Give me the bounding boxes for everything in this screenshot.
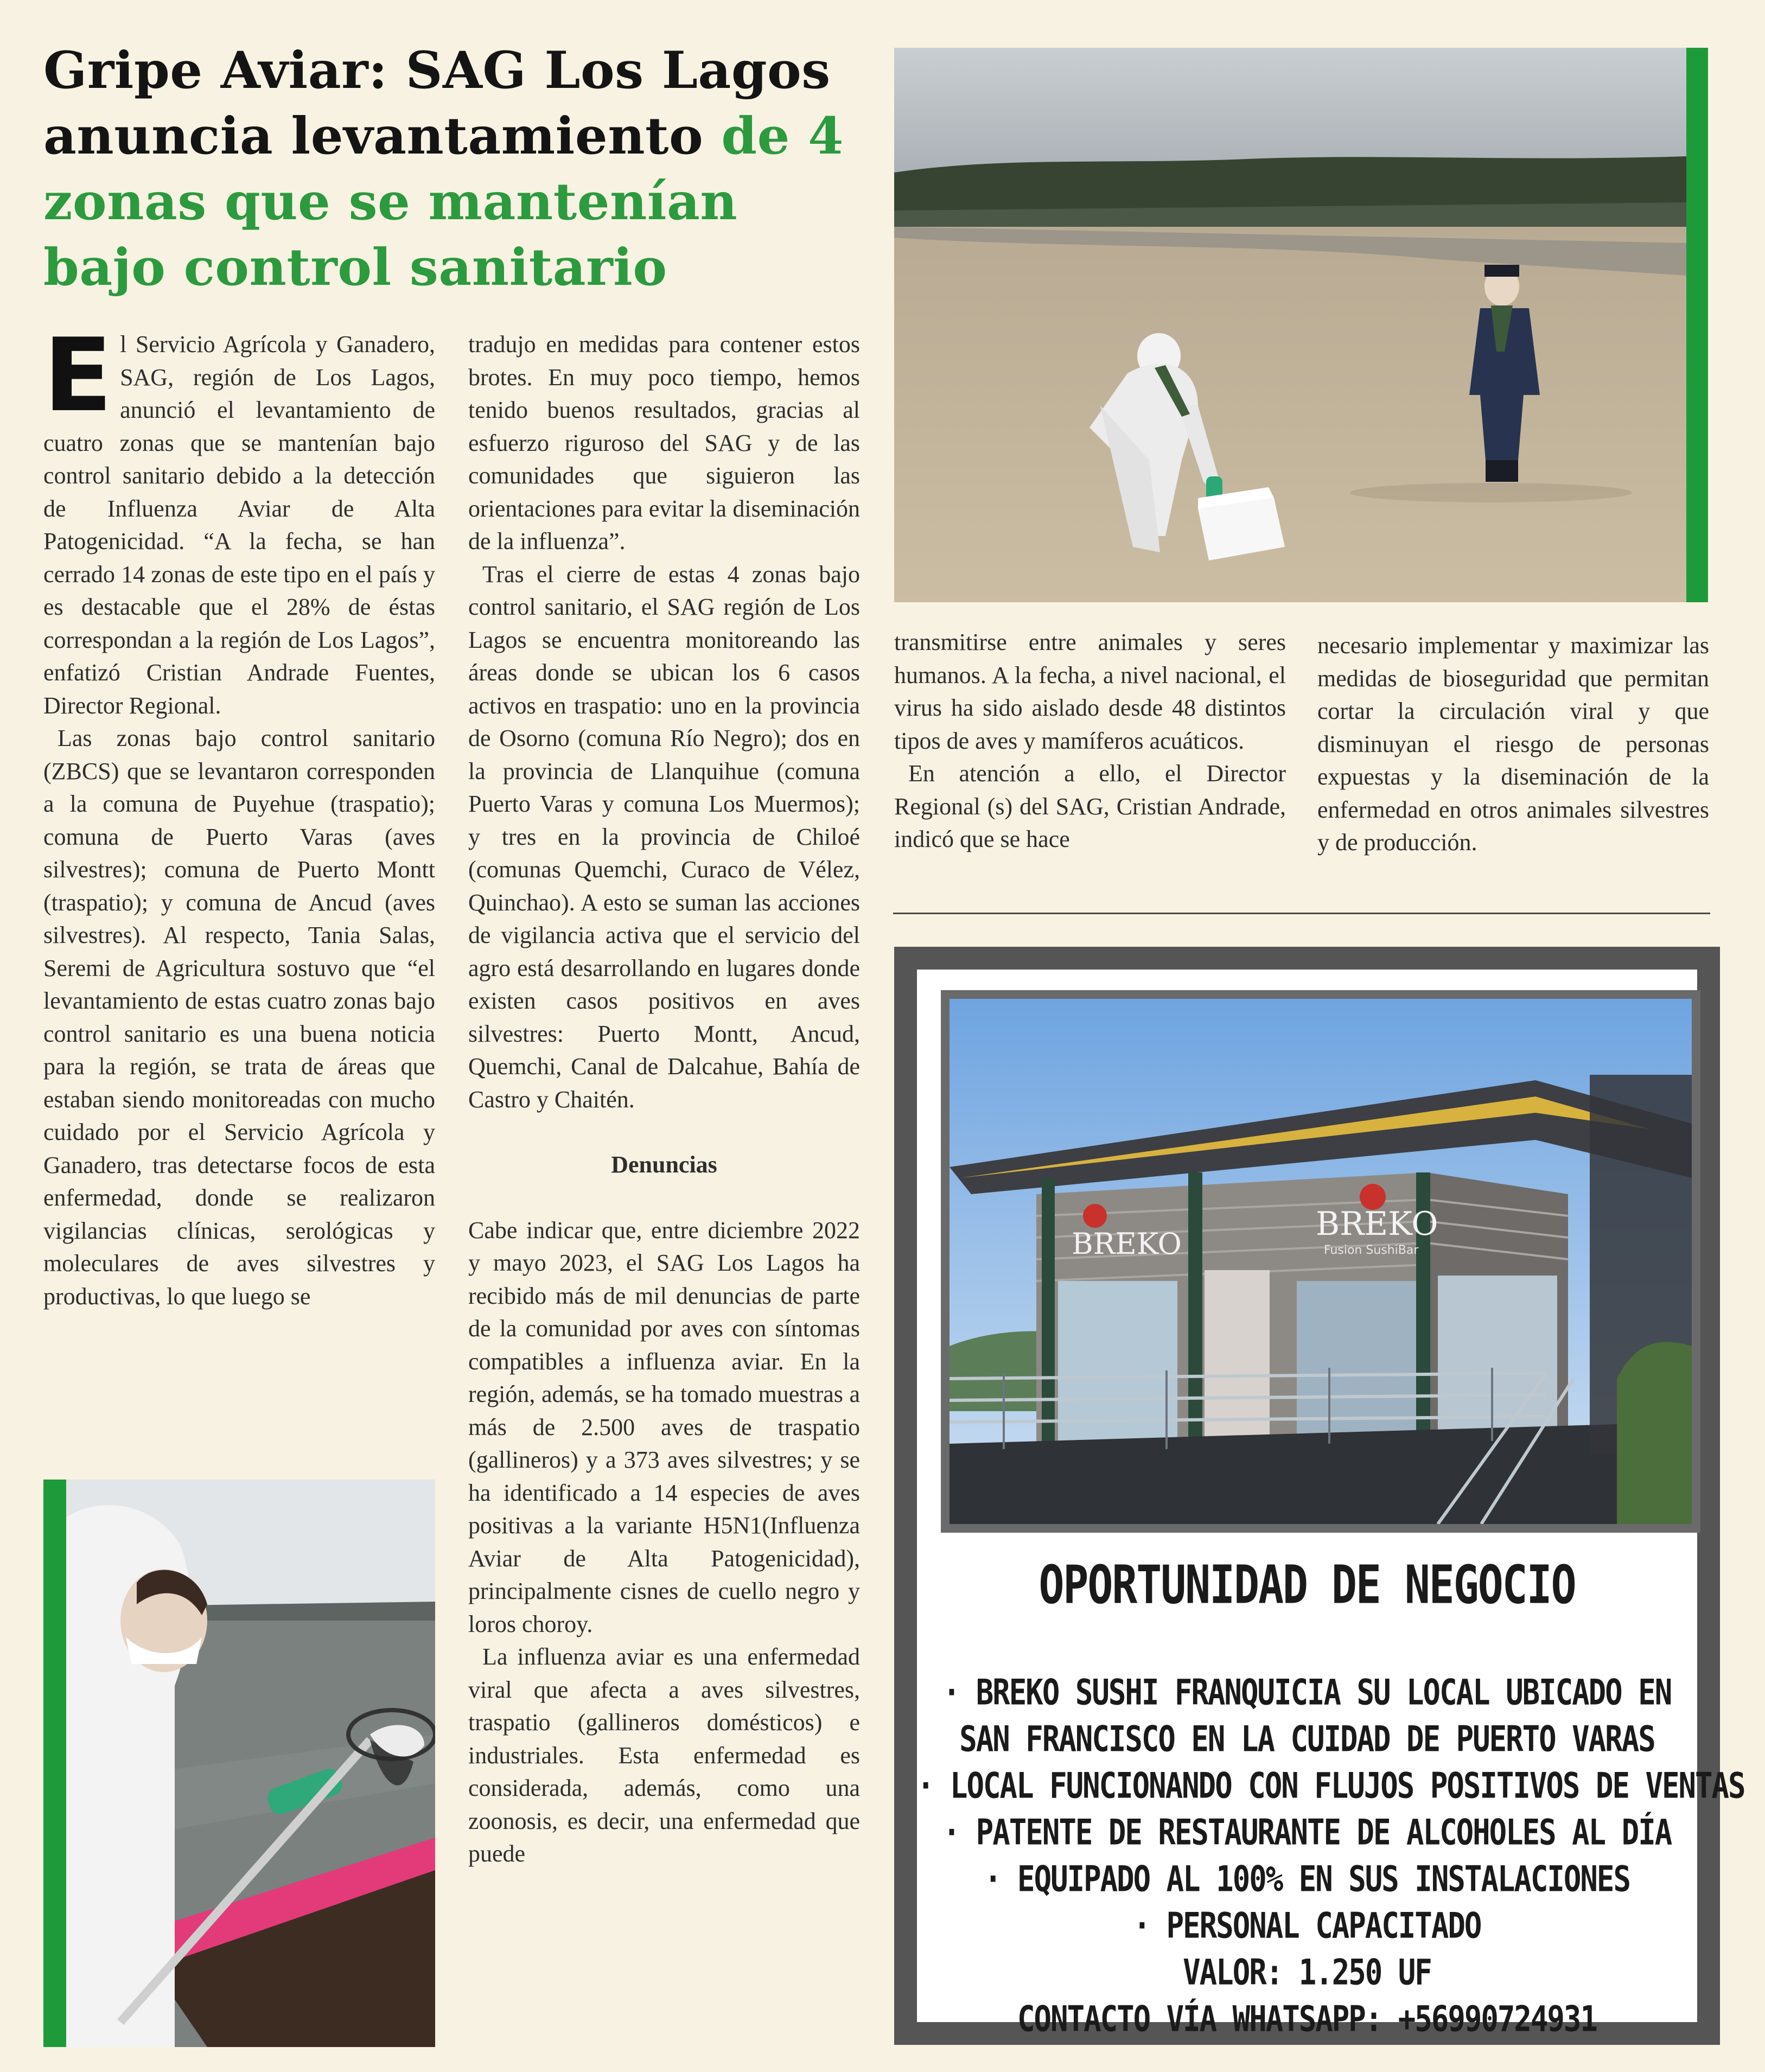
paragraph-monitoring: Tras el cierre de estas 4 zonas bajo control sanitario, el SAG región de Los Lagos se encuentra monitoreando las áreas donde se ubican los 6 casos activos en traspatio: uno en la provincia de Osorno (comuna Río Negro); dos en la provincia de Llanquihue (comuna Puerto Varas y comuna Los Muermos); y tres en la provincia de Chiloé (comunas Quemchi, Curaco de Vélez, Quinchao). A esto se suman las acciones de vigilancia activa que el servicio del agro está desarrollando en lugares donde existen casos positivos en aves silvestres: Puerto Montt, Ancud, Quemchi, Canal de Dalcahue, Bahía de Castro y Chaitén. <box>468 560 860 1113</box>
subhead-denuncias: Denuncias <box>611 1151 717 1178</box>
ad-line-license: · PATENTE DE RESTAURANTE DE ALCOHOLES AL DÍA <box>942 1812 1672 1853</box>
column-2 <box>468 328 860 1871</box>
paragraph-zones: Las zonas bajo control sanitario (ZBCS) que se levantaron corresponden a la comuna de Puyehue (traspatio); comuna de Puerto Varas (aves silvestres); comuna de Puerto Montt (traspatio); y comuna de Ancud (aves silvestres). Al respecto, Tania Salas, Seremi de Agricultura sostuvo que “el levantamiento de estas cuatro zonas bajo control sanitario es una buena noticia para la región, se trata de áreas que estaban siendo monitoreadas con mucho cuidado por el Servicio Agrícola y Ganadero, tras detectarse focos de esta enfermedad, donde se realizaron vigilancias clínicas, serológicas y moleculares de aves silvestres y productivas, lo que luego se <box>43 725 435 1310</box>
ad-line-franchise: · BREKO SUSHI FRANQUICIA SU LOCAL UBICADO EN <box>942 1672 1672 1713</box>
paragraph-director: En atención a ello, el Director Regional (s) del SAG, Cristian Andrade, indicó que se hace <box>894 760 1286 852</box>
headline-dark: Gripe Aviar: SAG Los Lagos anuncia levantamiento <box>43 41 831 166</box>
beach-scene-illustration <box>894 48 1687 602</box>
lake-photo-accent-bar <box>43 1480 66 2047</box>
ad-line-location: SAN FRANCISCO EN LA CUIDAD DE PUERTO VARAS <box>959 1718 1655 1760</box>
ad-title: OPORTUNIDAD DE NEGOCIO <box>1038 1554 1576 1616</box>
paragraph-denuncias: Cabe indicar que, entre diciembre 2022 y mayo 2023, el SAG Los Lagos ha recibido más de mil denuncias de parte de la comunidad por aves con síntomas compatibles a influenza aviar. En la región, además, se ha tomado muestras a más de 2.500 aves de traspatio (gallineros) y a 373 aves silvestres; y se ha identificado a 14 especies de aves positivas a la variante H5N1(Influenza Aviar de Alta Patogenicidad), principalmente cisnes de cuello negro y loros choroy. <box>468 1216 860 1637</box>
photo-accent-bar <box>1686 48 1708 602</box>
column-4 <box>1317 629 1709 859</box>
column-1 <box>43 316 435 1313</box>
paragraph-intro-text: l Servicio Agrícola y Ganadero, SAG, región de Los Lagos, anunció el levantamiento de cuatro zonas que se mantenían bajo control sanitario debido a la detección de Influenza Aviar de Alta Patogenicidad. “A la fecha, se han cerrado 14 zonas de este tipo en el país y es destacable que el 28% de éstas correspondan a la región de Los Lagos”, enfatizó Cristian Andrade Fuentes, Director Regional. <box>43 331 435 719</box>
paragraph-continued: tradujo en medidas para contener estos brotes. En muy poco tiempo, hemos tenido buenos resultados, gracias al esfuerzo riguroso del SAG y de las comunidades que siguieron las orientaciones para evitar la diseminación de la influenza”. <box>468 331 860 554</box>
paragraph-zoonosis: transmitirse entre animales y seres humanos. A la fecha, a nivel nacional, el virus ha sido aislado desde 48 distintos tipos de aves y mamíferos acuáticos. <box>894 629 1286 754</box>
lake-scene-illustration <box>66 1480 435 2047</box>
paragraph-definition: La influenza aviar es una enfermedad viral que afecta a aves silvestres, traspatio (gallineros domésticos) e industriales. Esta enfermedad es considerada, además, como una zoonosis, es decir, una enfermedad que puede <box>468 1643 860 1867</box>
sign-subtitle: Fusion SushiBar <box>1324 1244 1419 1257</box>
article-headline <box>43 38 857 301</box>
section-divider <box>893 913 1710 914</box>
restaurant-photo <box>950 999 1692 1524</box>
ad-line-contact: CONTACTO VÍA WHATSAPP: +56990724931 <box>1017 1998 1597 2040</box>
headline-green: de 4 zonas que se mantenían bajo control sanitario <box>43 106 844 297</box>
ad-photo-frame <box>941 990 1700 1533</box>
column-3 <box>894 626 1286 856</box>
ad-panel <box>917 970 1745 2040</box>
ad-line-equipment: · EQUIPADO AL 100% EN SUS INSTALACIONES <box>984 1858 1630 1900</box>
drop-cap: E <box>43 316 113 434</box>
business-ad <box>894 947 1745 2045</box>
ad-details <box>917 1669 1745 2043</box>
sign-right-brand: BREKO <box>1316 1205 1438 1243</box>
ad-line-staff: · PERSONAL CAPACITADO <box>1133 1905 1481 1947</box>
lake-sampling-photo <box>66 1480 435 2047</box>
ad-line-sales: · LOCAL FUNCIONANDO CON FLUJOS POSITIVOS DE VENTAS <box>917 1765 1745 1807</box>
paragraph-bioseguridad: necesario implementar y maximizar las medidas de bioseguridad que permitan cortar la circulación viral y que disminuyan el riesgo de personas expuestas y la diseminación de la enfermedad en otros animales silvestres y de producción. <box>1317 632 1709 856</box>
beach-inspection-photo <box>894 48 1687 602</box>
ad-line-price: VALOR: 1.250 UF <box>1183 1952 1431 1993</box>
sign-left-brand: BREKO <box>1072 1227 1182 1261</box>
paragraph-intro <box>43 316 435 722</box>
